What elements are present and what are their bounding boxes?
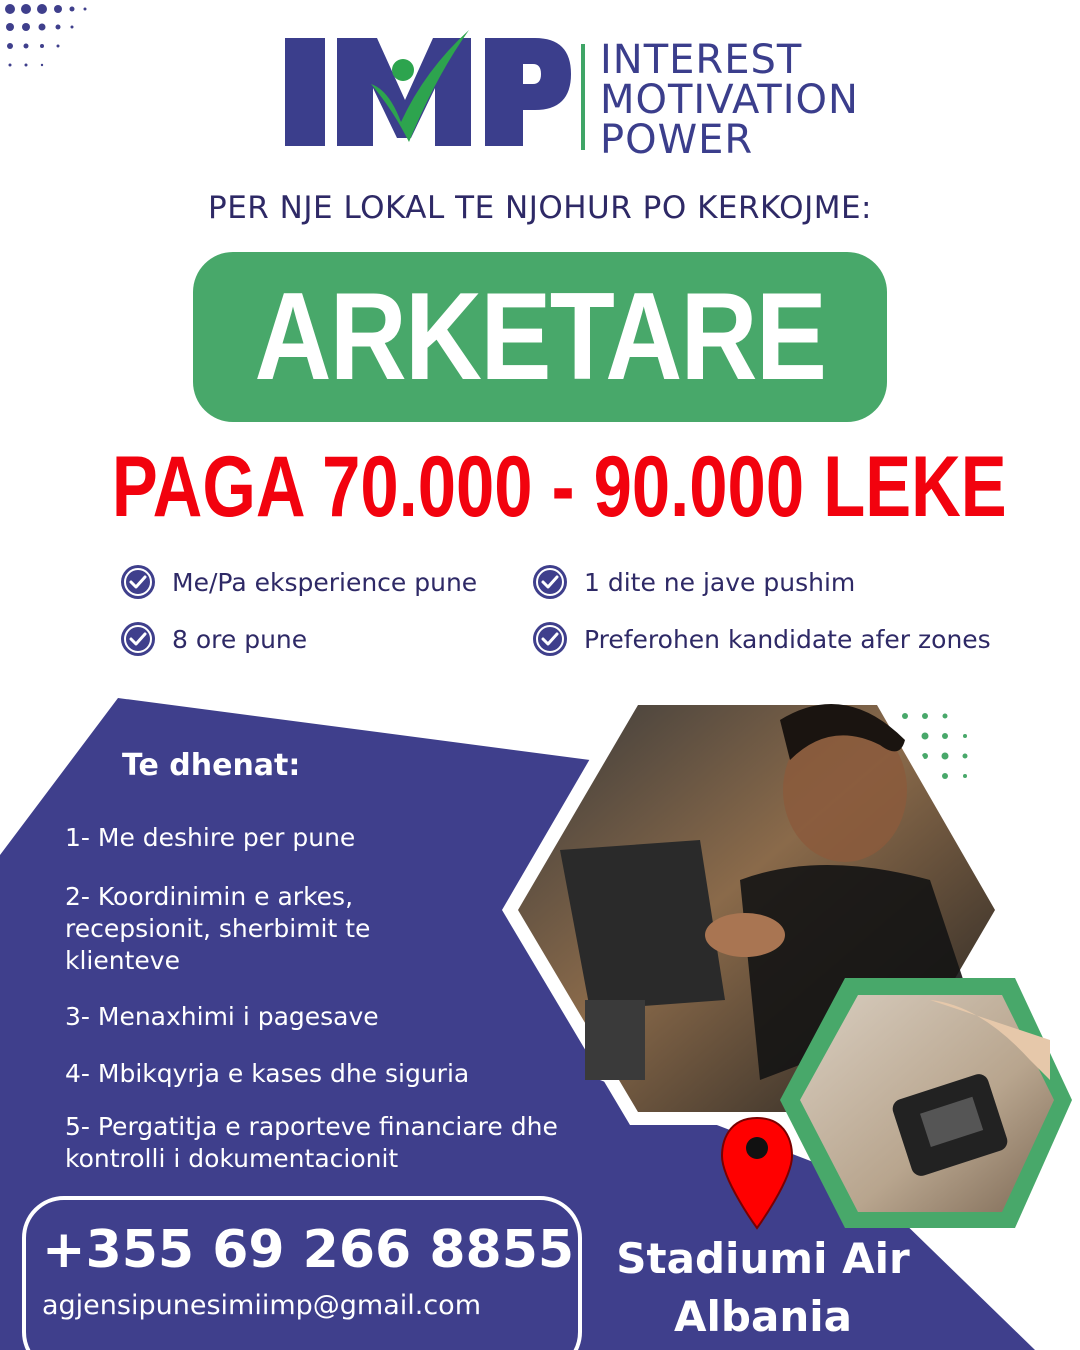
email-address[interactable]: agjensipunesimiimp@gmail.com	[42, 1290, 482, 1321]
detail-item: 3- Menaxhimi i pagesave	[65, 1002, 379, 1031]
detail-item: 2- Koordinimin e arkes, recepsionit, sherbimit te klienteve	[65, 882, 371, 975]
benefit-label: 8 ore pune	[172, 624, 308, 654]
detail-item: 5- Pergatitja e raporteve financiare dhe kontrolli i dokumentacionit	[65, 1112, 558, 1173]
logo-word-interest: INTEREST	[600, 37, 803, 83]
location-text: Stadiumi Air Albania	[616, 1234, 910, 1341]
salary-text: PAGA 70.000 - 90.000 LEKE	[111, 439, 1007, 535]
details-title: Te dhenat:	[122, 748, 301, 783]
logo-word-power: POWER	[600, 117, 754, 163]
benefit-label: Me/Pa eksperience pune	[172, 567, 478, 597]
detail-item: 1- Me deshire per pune	[65, 823, 356, 852]
job-title: ARKETARE	[254, 268, 826, 406]
subtitle: PER NJE LOKAL TE NJOHUR PO KERKOJME:	[208, 190, 872, 226]
logo-word-motivation: MOTIVATION	[600, 77, 859, 123]
benefit-label: 1 dite ne jave pushim	[584, 567, 856, 597]
detail-item: 4- Mbikqyrja e kases dhe siguria	[65, 1059, 470, 1088]
benefit-label: Preferohen kandidate afer zones	[584, 624, 991, 654]
phone-number[interactable]: +355 69 266 8855	[42, 1220, 575, 1280]
